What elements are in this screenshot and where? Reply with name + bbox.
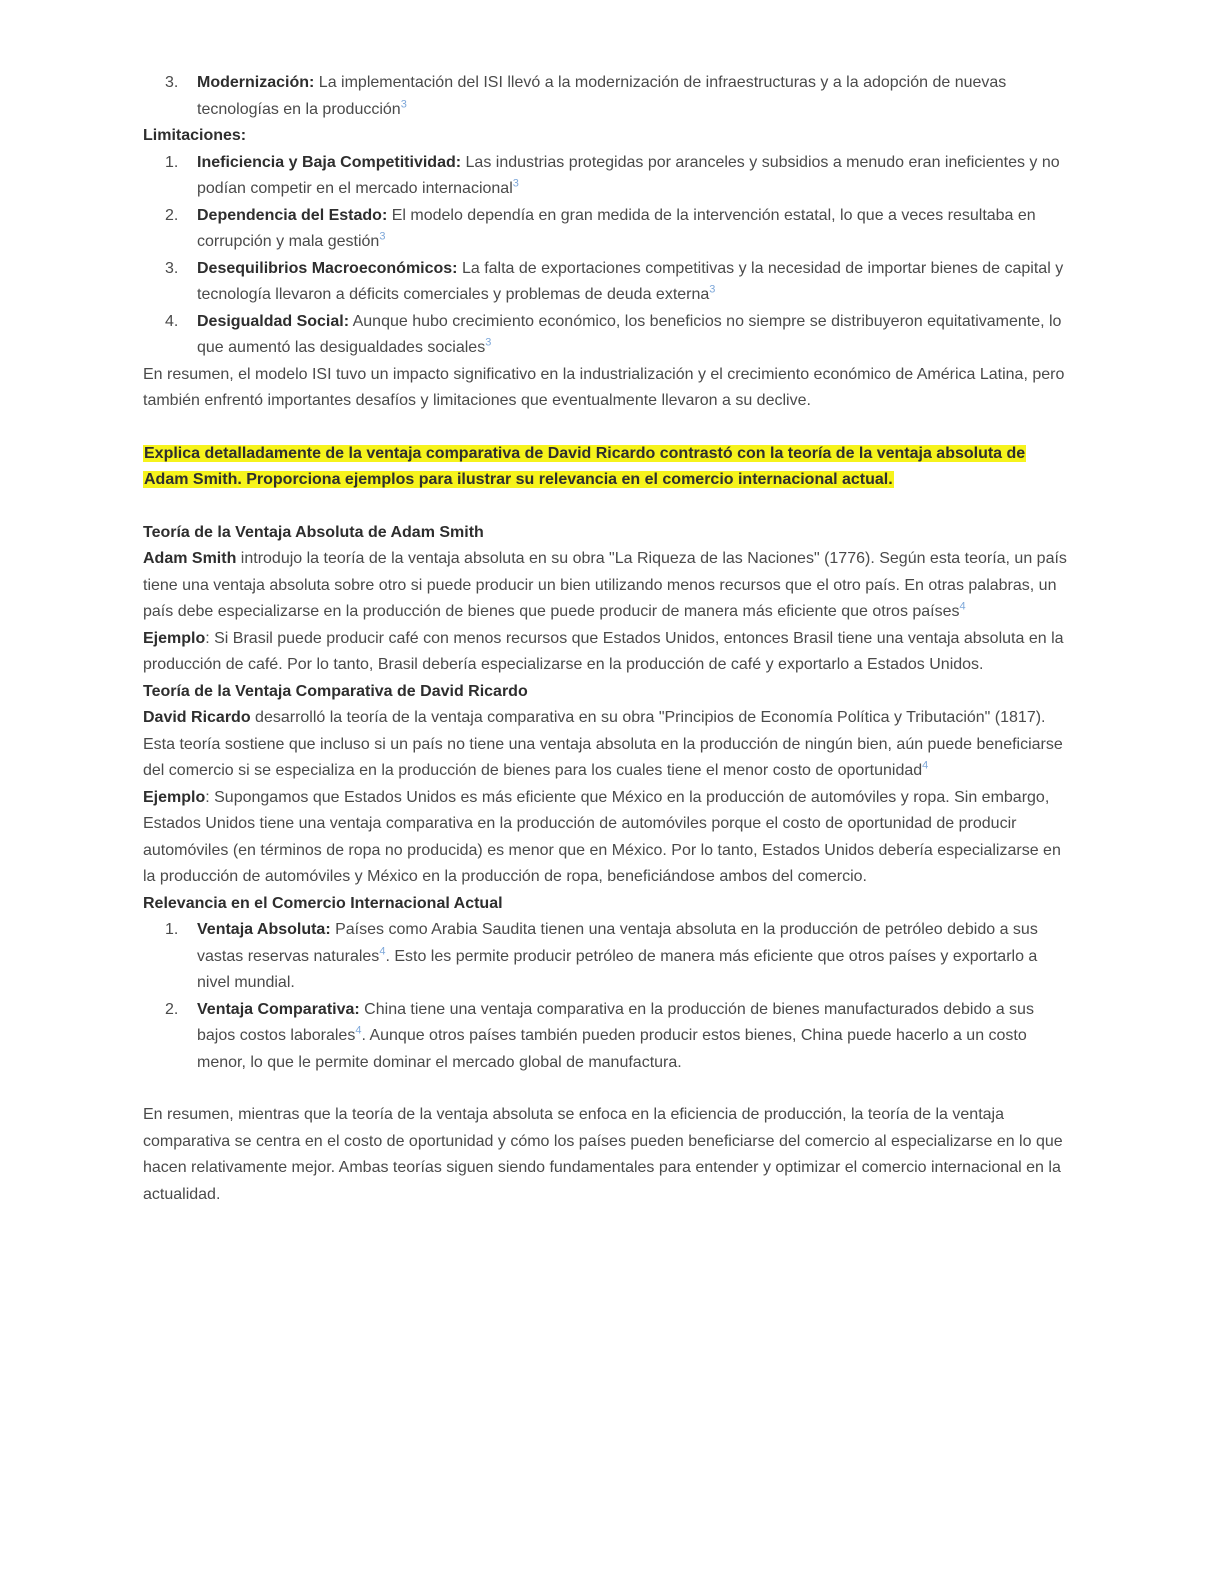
- list-item-title: Desequilibrios Macroeconómicos:: [197, 259, 458, 277]
- ricardo-name: David Ricardo: [143, 709, 251, 726]
- list-item-title: Ventaja Comparativa:: [197, 1000, 360, 1018]
- list-item: [143, 70, 1073, 123]
- relevance-list: [143, 917, 1073, 1076]
- list-item-text: China tiene una ventaja comparativa en la producción de bienes manufacturados debido a sus bajos costos laborales: [197, 1000, 1034, 1044]
- intro-list: [143, 70, 1073, 123]
- ricardo-example: [143, 785, 1073, 891]
- example-text: : Si Brasil puede producir café con menos recursos que Estados Unidos, entonces Brasil tiene una ventaja absoluta en la producción de café. Por lo tanto, Brasil debería especializarse en la producción de café y exportarlo a Estados Unidos.: [143, 629, 1064, 673]
- smith-name: Adam Smith: [143, 550, 237, 567]
- list-item-text: Aunque hubo crecimiento económico, los beneficios no siempre se distribuyeron equitativamente, lo que aumentó las desigualdades sociales: [197, 312, 1062, 356]
- ricardo-heading: Teoría de la Ventaja Comparativa de David Ricardo: [143, 682, 528, 700]
- list-number: 3.: [165, 259, 179, 277]
- list-number: 1.: [165, 921, 179, 938]
- relevance-heading: Relevancia en el Comercio Internacional Actual: [143, 894, 503, 912]
- example-label: Ejemplo: [143, 788, 206, 806]
- list-item-text: La implementación del ISI llevó a la modernización de infraestructuras y a la adopción de nuevas tecnologías en la producción: [197, 74, 1007, 118]
- list-item-text: Países como Arabia Saudita tienen una ventaja absoluta en la producción de petróleo debido a sus vastas reservas naturales: [197, 921, 1038, 965]
- conclusion-paragraph: En resumen, el modelo ISI tuvo un impacto significativo en la industrialización y el crecimiento económico de América Latina, pero también enfrentó importantes desafíos y limitaciones que eventualmente llevaron a su declive.: [143, 365, 1065, 409]
- list-item-title: Modernización:: [197, 74, 315, 91]
- list-number: 4.: [165, 312, 179, 330]
- list-item: [143, 917, 1073, 997]
- list-item: [143, 256, 1073, 309]
- highlighted-question: Explica detalladamente de la ventaja comparativa de David Ricardo contrastó con la teoría de la ventaja absoluta de Adam Smith. Proporciona ejemplos para ilustrar su relevancia en el comercio internacional actual.: [144, 444, 1026, 488]
- footnote-ref[interactable]: 3: [485, 336, 492, 349]
- footnote-ref[interactable]: 4: [355, 1024, 362, 1037]
- final-conclusion: En resumen, mientras que la teoría de la ventaja absoluta se enfoca en la eficiencia de producción, la teoría de la ventaja comparativa se centra en el costo de oportunidad y cómo los países pueden beneficiarse del comercio al especializarse en lo que hacen relativamente mejor. Ambas teorías siguen siendo fundamentales para entender y optimizar el comercio internacional en la actualidad.: [143, 1106, 1063, 1203]
- example-text: : Supongamos que Estados Unidos es más eficiente que México en la producción de automóviles y ropa. Sin embargo, Estados Unidos tiene una ventaja comparativa en la producción de automóviles porque el costo de oportunidad de producir automóviles (en términos de ropa no producida) es menor que en México. Por lo tanto, Estados Unidos debería especializarse en la producción de automóviles y México en la producción de ropa, beneficiándose ambos del comercio.: [143, 788, 1061, 885]
- list-number: 1.: [165, 153, 179, 171]
- footnote-ref[interactable]: 3: [400, 98, 407, 111]
- limitaciones-heading: Limitaciones:: [143, 127, 247, 144]
- list-number: 2.: [165, 206, 179, 224]
- list-item-title: Ventaja Absoluta:: [197, 921, 331, 938]
- list-item: [143, 203, 1073, 256]
- list-item-title: Dependencia del Estado:: [197, 206, 388, 224]
- list-item: [143, 309, 1073, 362]
- smith-example: [143, 626, 1073, 679]
- list-item-text: El modelo dependía en gran medida de la intervención estatal, lo que a veces resultaba en corrupción y mala gestión: [197, 206, 1036, 250]
- list-item: [143, 997, 1073, 1077]
- footnote-ref[interactable]: 3: [379, 230, 386, 243]
- list-item-title: Ineficiencia y Baja Competitividad:: [197, 153, 462, 171]
- list-item-text: Las industrias protegidas por aranceles y subsidios a menudo eran ineficientes y no podían competir en el mercado internacional: [197, 153, 1060, 197]
- footnote-ref[interactable]: 4: [959, 600, 966, 613]
- example-label: Ejemplo: [143, 629, 206, 647]
- ricardo-paragraph: [143, 705, 1073, 785]
- list-item-text: La falta de exportaciones competitivas y la necesidad de importar bienes de capital y tecnología llevaron a déficits comerciales y problemas de deuda externa: [197, 259, 1064, 303]
- footnote-ref[interactable]: 3: [709, 283, 716, 296]
- list-item: [143, 150, 1073, 203]
- list-item-text-after: . Aunque otros países también pueden producir estos bienes, China puede hacerlo a un costo menor, lo que le permite dominar el mercado global de manufactura.: [197, 1027, 1027, 1071]
- question-paragraph: [143, 441, 1073, 494]
- list-item-text-after: . Esto les permite producir petróleo de manera más eficiente que otros países y exportarlo a nivel mundial.: [197, 947, 1038, 991]
- smith-heading: Teoría de la Ventaja Absoluta de Adam Smith: [143, 523, 484, 541]
- list-number: 3.: [165, 74, 179, 91]
- ricardo-text: desarrolló la teoría de la ventaja comparativa en su obra "Principios de Economía Política y Tributación" (1817). Esta teoría sostiene que incluso si un país no tiene una ventaja absoluta en la producción de ningún bien, aún puede beneficiarse del comercio si se especializa en la producción de bienes para los cuales tiene el menor costo de oportunidad: [143, 709, 1063, 779]
- list-number: 2.: [165, 1000, 179, 1018]
- limitaciones-list: [143, 150, 1073, 362]
- smith-paragraph: [143, 546, 1073, 626]
- footnote-ref[interactable]: 3: [512, 177, 519, 190]
- smith-text: introdujo la teoría de la ventaja absoluta en su obra "La Riqueza de las Naciones" (1776). Según esta teoría, un país tiene una ventaja absoluta sobre otro si puede producir un bien utilizando menos recursos que el otro país. En otras palabras, un país debe especializarse en la producción de bienes que puede producir de manera más eficiente que otros países: [143, 550, 1067, 620]
- document-page: [143, 70, 1073, 1208]
- footnote-ref[interactable]: 4: [922, 759, 929, 772]
- list-item-title: Desigualdad Social:: [197, 312, 350, 330]
- footnote-ref[interactable]: 4: [379, 945, 386, 958]
